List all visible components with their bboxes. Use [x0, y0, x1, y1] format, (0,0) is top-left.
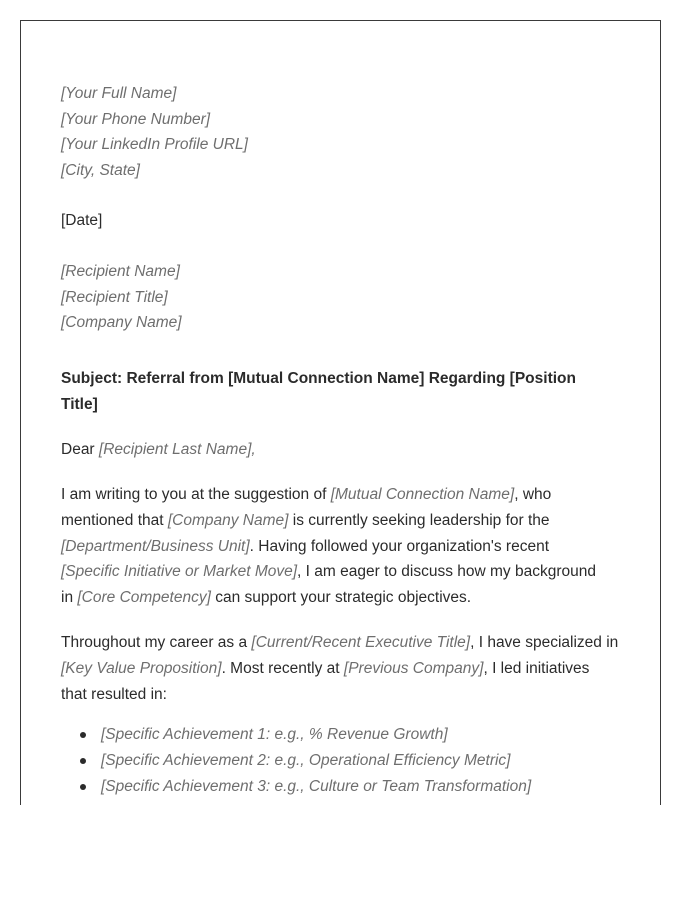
date-text: [Date]: [61, 212, 103, 230]
p1-placeholder: [Mutual Connection Name]: [330, 486, 515, 504]
sender-linkedin: [Your LinkedIn Profile URL]: [61, 136, 248, 154]
p2-placeholder: [Current/Recent Executive Title]: [251, 634, 471, 652]
subject-line-2: Title]: [61, 395, 98, 413]
paragraph-intro: [61, 482, 621, 610]
p1-placeholder: [Core Competency]: [77, 588, 211, 606]
p1-text: I am writing to you at the suggestion of: [61, 486, 331, 504]
subject-line-1: Subject: Referral from [Mutual Connection Name] Regarding [Position: [61, 369, 576, 387]
achievement-text: [Specific Achievement 3: e.g., Culture or Team Transformation]: [101, 778, 532, 796]
achievement-text: [Specific Achievement 1: e.g., % Revenue Growth]: [101, 726, 448, 744]
sender-phone: [Your Phone Number]: [61, 110, 211, 128]
subject-line: [61, 366, 621, 418]
p2-placeholder: [Previous Company]: [343, 659, 484, 677]
p1-text: , who: [514, 486, 552, 504]
sender-city-state: [City, State]: [61, 161, 140, 179]
bullet-icon: [80, 784, 86, 790]
p1-text: , I am eager to discuss how my background: [297, 563, 596, 581]
p2-text: , I led initiatives: [483, 659, 590, 677]
letter-document: [20, 20, 661, 805]
p2-placeholder: [Key Value Proposition]: [61, 659, 222, 677]
greeting-prefix: Dear: [61, 440, 99, 458]
letter-date: [61, 208, 621, 234]
greeting-recipient-placeholder: [Recipient Last Name]: [98, 440, 252, 458]
p1-placeholder: [Department/Business Unit]: [61, 537, 250, 555]
p2-text: that resulted in:: [61, 685, 167, 703]
achievements-list: [61, 722, 621, 800]
bullet-icon: [80, 758, 86, 764]
paragraph-career: [61, 630, 621, 707]
achievement-text: [Specific Achievement 2: e.g., Operational Efficiency Metric]: [101, 752, 511, 770]
recipient-company: [Company Name]: [61, 314, 182, 332]
p2-text: , I have specialized in: [470, 634, 619, 652]
sender-block: [61, 81, 621, 183]
recipient-name: [Recipient Name]: [61, 262, 180, 280]
bullet-icon: [80, 732, 86, 738]
p2-text: . Most recently at: [221, 659, 344, 677]
recipient-block: [61, 259, 621, 336]
greeting-suffix: ,: [251, 440, 256, 458]
letter-body: [61, 81, 621, 800]
p2-text: Throughout my career as a: [61, 634, 252, 652]
p1-text: in: [61, 588, 78, 606]
p1-placeholder: [Specific Initiative or Market Move]: [61, 563, 298, 581]
p1-text: mentioned that: [61, 511, 168, 529]
p1-text: . Having followed your organization's recent: [249, 537, 550, 555]
sender-full-name: [Your Full Name]: [61, 85, 177, 102]
p1-text: is currently seeking leadership for the: [288, 511, 550, 529]
list-item: [101, 748, 621, 774]
list-item: [101, 722, 621, 748]
list-item: [101, 774, 621, 800]
p1-text: can support your strategic objectives.: [210, 588, 472, 606]
recipient-title: [Recipient Title]: [61, 288, 168, 306]
p1-placeholder: [Company Name]: [167, 511, 289, 529]
greeting: [61, 437, 621, 463]
